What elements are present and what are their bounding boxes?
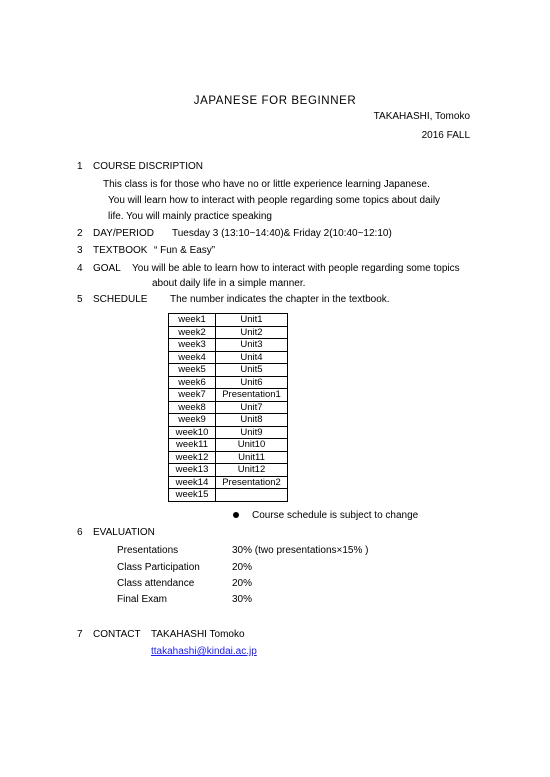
unit-cell: Unit5	[216, 364, 288, 377]
unit-cell: Presentation1	[216, 389, 288, 402]
section-number-3: 3	[77, 245, 83, 256]
document-title: JAPANESE FOR BEGINNER	[193, 95, 357, 107]
unit-cell: Unit1	[216, 314, 288, 327]
day-period-text: Tuesday 3 (13:10~14:40)& Friday 2(10:40~12:10)	[172, 228, 392, 239]
section-number-1: 1	[77, 161, 83, 172]
bullet-icon	[233, 512, 239, 518]
week-cell: week7	[169, 389, 216, 402]
table-row	[169, 326, 288, 339]
evaluation-value: 30% (two presentations×15% )	[232, 545, 369, 556]
table-row	[169, 314, 288, 327]
goal-line: about daily life in a simple manner.	[152, 278, 306, 289]
week-cell: week5	[169, 364, 216, 377]
table-row	[169, 414, 288, 427]
section-number-7: 7	[77, 629, 83, 640]
schedule-note: Course schedule is subject to change	[252, 510, 419, 521]
goal-heading: GOAL	[93, 263, 121, 274]
table-row	[169, 451, 288, 464]
schedule-table	[168, 313, 288, 502]
evaluation-label: Class Participation	[117, 562, 200, 573]
week-cell: week6	[169, 376, 216, 389]
week-cell: week8	[169, 401, 216, 414]
table-row	[169, 364, 288, 377]
week-cell: week11	[169, 439, 216, 452]
unit-cell: Unit2	[216, 326, 288, 339]
week-cell: week15	[169, 489, 216, 502]
course-description-heading: COURSE DISCRIPTION	[93, 161, 204, 172]
unit-cell: Unit3	[216, 339, 288, 352]
table-row	[169, 401, 288, 414]
table-row	[169, 351, 288, 364]
unit-cell: Unit12	[216, 464, 288, 477]
contact-heading: CONTACT	[93, 629, 141, 640]
unit-cell: Unit6	[216, 376, 288, 389]
textbook-heading: TEXTBOOK	[93, 245, 148, 256]
unit-cell: Unit8	[216, 414, 288, 427]
week-cell: week9	[169, 414, 216, 427]
course-description-line: You will learn how to interact with people regarding some topics about daily	[108, 195, 441, 206]
section-number-4: 4	[77, 263, 83, 274]
contact-email-link[interactable]: ttakahashi@kindai.ac.jp	[151, 646, 257, 657]
day-period-heading: DAY/PERIOD	[93, 228, 154, 239]
evaluation-label: Final Exam	[117, 594, 168, 605]
week-cell: week12	[169, 451, 216, 464]
week-cell: week3	[169, 339, 216, 352]
table-row	[169, 389, 288, 402]
section-number-2: 2	[77, 228, 83, 239]
term-label: 2016 FALL	[421, 130, 470, 141]
week-cell: week14	[169, 476, 216, 489]
unit-cell: Presentation2	[216, 476, 288, 489]
evaluation-value: 30%	[232, 594, 253, 605]
contact-name: TAKAHASHI Tomoko	[151, 629, 245, 640]
week-cell: week10	[169, 426, 216, 439]
table-row	[169, 476, 288, 489]
section-number-6: 6	[77, 527, 83, 538]
evaluation-value: 20%	[232, 578, 253, 589]
schedule-description: The number indicates the chapter in the textbook.	[170, 294, 390, 305]
table-row	[169, 489, 288, 502]
unit-cell: Unit9	[216, 426, 288, 439]
unit-cell: Unit11	[216, 451, 288, 464]
table-row	[169, 439, 288, 452]
evaluation-value: 20%	[232, 562, 253, 573]
evaluation-label: Presentations	[117, 545, 179, 556]
table-row	[169, 339, 288, 352]
unit-cell: Unit4	[216, 351, 288, 364]
course-description-line: life. You will mainly practice speaking	[108, 211, 272, 222]
table-row	[169, 426, 288, 439]
table-row	[169, 376, 288, 389]
unit-cell: Unit7	[216, 401, 288, 414]
unit-cell	[216, 489, 288, 502]
section-number-5: 5	[77, 294, 83, 305]
goal-line: You will be able to learn how to interact with people regarding some topics	[132, 263, 460, 274]
week-cell: week4	[169, 351, 216, 364]
week-cell: week1	[169, 314, 216, 327]
table-row	[169, 464, 288, 477]
author-name: TAKAHASHI, Tomoko	[373, 111, 470, 122]
evaluation-label: Class attendance	[117, 578, 195, 589]
week-cell: week13	[169, 464, 216, 477]
schedule-heading: SCHEDULE	[93, 294, 148, 305]
course-description-line: This class is for those who have no or little experience learning Japanese.	[103, 179, 430, 190]
week-cell: week2	[169, 326, 216, 339]
unit-cell: Unit10	[216, 439, 288, 452]
evaluation-heading: EVALUATION	[93, 527, 155, 538]
textbook-title: “ Fun & Easy”	[154, 245, 216, 256]
